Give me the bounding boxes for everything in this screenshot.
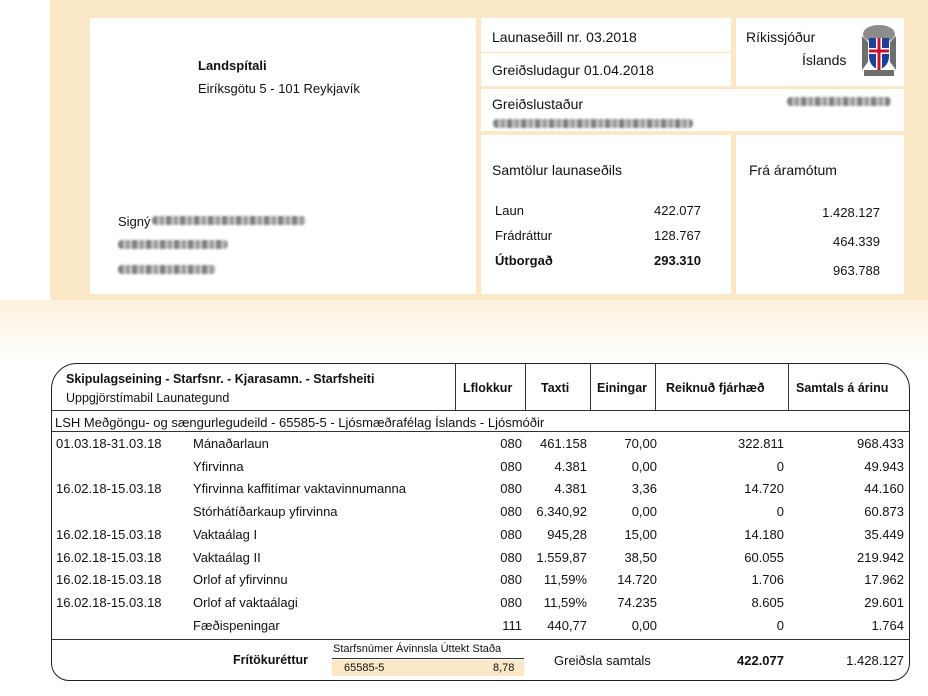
fritokurettur-underline: [332, 658, 524, 659]
unit-line: LSH Meðgöngu- og sængurlegudeild - 65585-5 - Ljósmæðrafélag Íslands - Ljósmóðir: [55, 415, 545, 430]
cell-lflokkur: 080: [500, 549, 522, 565]
summary-label-laun: Laun: [495, 203, 524, 218]
cell-reiknud: 1.706: [751, 572, 784, 588]
cell-reiknud: 0: [776, 617, 784, 633]
cell-reiknud: 14.180: [744, 526, 784, 542]
cell-reiknud: 60.055: [744, 549, 784, 565]
cell-type: Fæðispeningar: [193, 617, 280, 633]
cell-einingar: 0,00: [631, 504, 657, 520]
cell-einingar: 0,00: [631, 617, 657, 633]
header-samtals: Samtals á árinu: [796, 381, 889, 395]
cell-type: Yfirvinna kaffitímar vaktavinnumanna: [193, 481, 406, 497]
col-divider: [590, 364, 591, 410]
cell-taxti: 11,59%: [543, 594, 587, 610]
header-period: Uppgjörstímabil Launategund: [66, 391, 230, 405]
summary-amount-laun: 422.077: [654, 203, 701, 218]
summary-amount-fradrattur: 128.767: [654, 228, 701, 243]
cell-samtals: 44.160: [864, 481, 904, 497]
cell-lflokkur: 111: [502, 617, 522, 633]
cell-samtals: 49.943: [864, 458, 904, 474]
cell-samtals: 1.764: [871, 617, 904, 633]
header-einingar: Einingar: [597, 381, 648, 395]
cell-reiknud: 8.605: [751, 594, 784, 610]
agency-name-line2: Íslands: [802, 52, 847, 68]
total-label: Greiðsla samtals: [554, 653, 651, 668]
ytd-amount-utborgad: 963.788: [833, 263, 880, 278]
cell-samtals: 29.601: [864, 594, 904, 610]
redacted-bank-account: [493, 119, 693, 128]
ytd-title: Frá áramótum: [749, 162, 837, 178]
cell-period: 16.02.18-15.03.18: [56, 526, 162, 542]
col-divider: [655, 364, 656, 410]
employer-name: Landspítali: [198, 58, 267, 73]
header-divider: [52, 410, 909, 411]
divider: [481, 52, 731, 53]
redacted-employee-name: [152, 216, 306, 225]
total-ytd: 1.428.127: [846, 653, 904, 668]
summary-label-fradrattur: Frádráttur: [495, 228, 553, 243]
totals-title: Samtölur launaseðils: [492, 162, 622, 178]
header-taxti: Taxti: [541, 381, 570, 395]
cell-period: 16.02.18-15.03.18: [56, 572, 162, 588]
pay-place-box: [481, 89, 904, 131]
cell-einingar: 15,00: [624, 526, 657, 542]
payslip-period-box: [481, 18, 731, 86]
cell-samtals: 219.942: [857, 549, 904, 565]
coat-of-arms-icon: [858, 22, 900, 78]
cell-reiknud: 322.811: [737, 436, 784, 451]
header-unit: Skipulagseining - Starfsnr. - Kjarasamn. - Starfsheiti: [66, 372, 375, 386]
unit-divider: [52, 431, 909, 432]
fritokurettur-subheaders: Starfsnúmer Ávinnsla Úttekt Staða: [333, 643, 502, 655]
cell-samtals: 968.433: [857, 436, 904, 451]
cell-einingar: 14.720: [617, 572, 657, 588]
cell-einingar: 0,00: [631, 458, 657, 474]
cell-type: Stórhátíðarkaup yfirvinna: [193, 504, 338, 520]
employee-first-name: Signý: [118, 214, 151, 229]
cell-reiknud: 0: [776, 458, 784, 474]
payslip-number: Launaseðill nr. 03.2018: [492, 29, 637, 45]
pay-date: Greiðsludagur 01.04.2018: [492, 62, 654, 78]
footer-divider: [52, 639, 909, 640]
redacted-employee-street: [118, 240, 228, 249]
cell-lflokkur: 080: [500, 572, 522, 588]
cell-lflokkur: 080: [500, 594, 522, 610]
cell-lflokkur: 080: [500, 504, 522, 520]
col-divider: [788, 364, 789, 410]
cell-lflokkur: 080: [500, 458, 522, 474]
cell-period: 16.02.18-15.03.18: [56, 481, 162, 497]
fritokurettur-starfsnumer: 65585-5: [344, 662, 385, 674]
cell-type: Orlof af yfirvinnu: [193, 572, 288, 588]
cell-lflokkur: 080: [500, 526, 522, 542]
redacted-bank-name: [787, 97, 891, 106]
total-amount: 422.077: [737, 653, 784, 668]
cell-type: Orlof af vaktaálagi: [193, 594, 298, 610]
pay-detail-table: [51, 363, 910, 681]
summary-label-utborgad: Útborgað: [495, 253, 553, 268]
cell-taxti: 4.381: [554, 458, 587, 474]
cell-period: 16.02.18-15.03.18: [56, 594, 162, 610]
background-glow: [0, 300, 928, 360]
cell-lflokkur: 080: [500, 436, 522, 451]
cell-einingar: 3,36: [631, 481, 657, 497]
year-to-date-box: [736, 135, 904, 294]
address-box: [90, 18, 476, 294]
fritokurettur-stada: 8,78: [493, 662, 515, 674]
cell-taxti: 945,28: [547, 526, 587, 542]
cell-reiknud: 0: [776, 504, 784, 520]
cell-samtals: 35.449: [864, 526, 904, 542]
cell-type: Vaktaálag II: [193, 549, 261, 565]
cell-taxti: 440,77: [547, 617, 587, 633]
header-lflokkur: Lflokkur: [463, 381, 513, 395]
summary-amount-utborgad: 293.310: [654, 253, 701, 268]
cell-reiknud: 14.720: [744, 481, 784, 497]
cell-lflokkur: 080: [500, 481, 522, 497]
cell-type: Mánaðarlaun: [193, 436, 269, 451]
cell-samtals: 60.873: [864, 504, 904, 520]
col-divider: [455, 364, 456, 410]
cell-type: Yfirvinna: [193, 458, 244, 474]
fritokurettur-label: Frítökuréttur: [233, 653, 308, 667]
payslip-totals-box: [481, 135, 731, 294]
cell-taxti: 4.381: [554, 481, 587, 497]
cell-einingar: 70,00: [624, 436, 657, 451]
cell-taxti: 11,59%: [543, 572, 587, 588]
pay-place-label: Greiðslustaður: [492, 96, 584, 112]
cell-samtals: 17.962: [864, 572, 904, 588]
redacted-employee-city: [118, 265, 216, 274]
employer-address: Eiríksgötu 5 - 101 Reykjavík: [198, 81, 360, 96]
cell-period: 16.02.18-15.03.18: [56, 549, 162, 565]
header-reiknud: Reiknuð fjárhæð: [666, 381, 765, 395]
agency-name-line1: Ríkissjóður: [746, 29, 816, 45]
ytd-amount-fradrattur: 464.339: [833, 234, 880, 249]
cell-einingar: 38,50: [624, 549, 657, 565]
cell-taxti: 6.340,92: [536, 504, 587, 520]
col-divider: [525, 364, 526, 410]
cell-type: Vaktaálag I: [193, 526, 258, 542]
cell-taxti: 1.559,87: [536, 549, 587, 565]
cell-taxti: 461.158: [540, 436, 587, 451]
ytd-amount-laun: 1.428.127: [822, 205, 880, 220]
cell-einingar: 74.235: [617, 594, 657, 610]
cell-period: 01.03.18-31.03.18: [56, 436, 162, 451]
